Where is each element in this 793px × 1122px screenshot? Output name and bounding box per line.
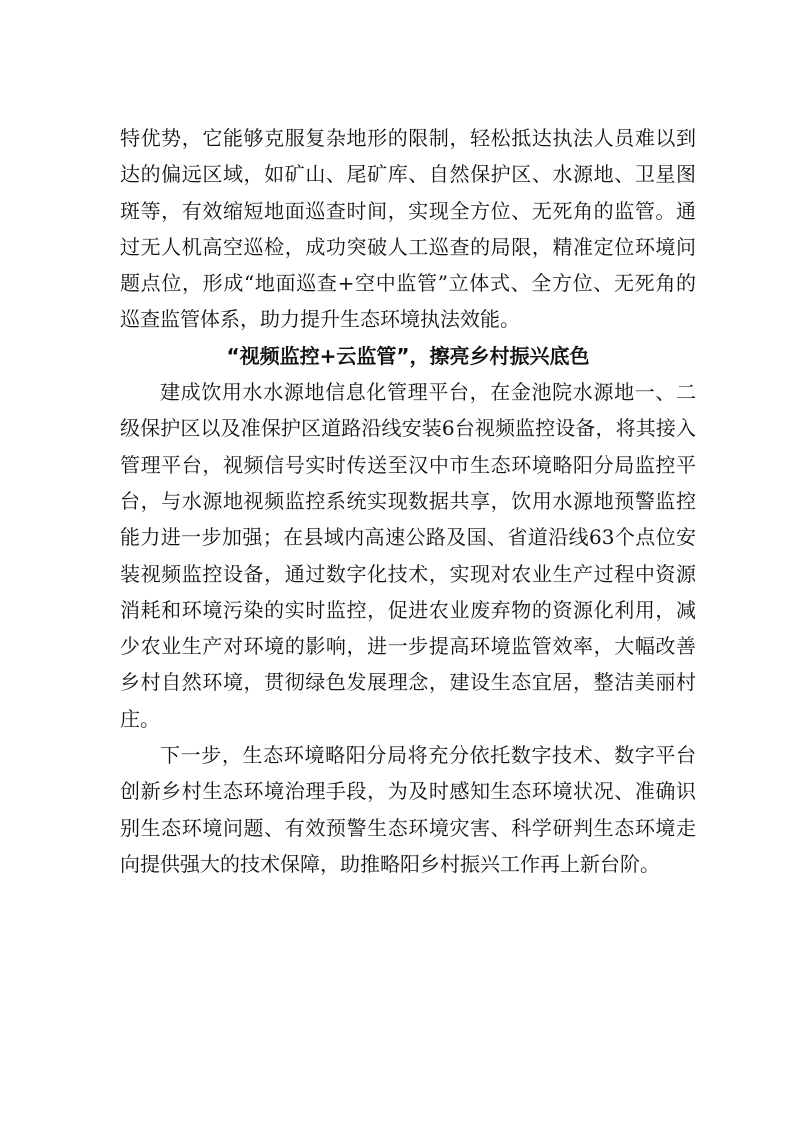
document-body xyxy=(120,120,696,882)
paragraph: 下一步，生态环境略阳分局将充分依托数字技术、数字平台创新乡村生态环境治理手段，为及时感知生态环境状况、准确识别生态环境问题、有效预警生态环境灾害、科学研判生态环境走向提供强大的技术保障，助推略阳乡村振兴工作再上新台阶。 xyxy=(120,743,696,876)
paragraph: 建成饮用水水源地信息化管理平台，在金池院水源地一、二级保护区以及准保护区道路沿线安装6台视频监控设备，将其接入管理平台，视频信号实时传送至汉中市生态环境略阳分局监控平台，与水源地视频监控系统实现数据共享，饮用水源地预警监控能力进一步加强；在县域内高速公路及国、省道沿线63个点位安装视频监控设备，通过数字化技术，实现对农业生产过程中资源消耗和环境污染的实时监控，促进农业废弃物的资源化利用，减少农业生产对环境的影响，进一步提高环境监管效率，大幅改善乡村自然环境，贯彻绿色发展理念，建设生态宜居，整洁美丽村庄。 xyxy=(120,380,696,731)
paragraph-continued: 特优势，它能够克服复杂地形的限制，轻松抵达执法人员难以到达的偏远区域，如矿山、尾矿库、自然保护区、水源地、卫星图斑等，有效缩短地面巡查时间，实现全方位、无死角的监管。通过无人机高空巡检，成功突破人工巡查的局限，精准定位环境问题点位，形成“地面巡查+空中监管”立体式、全方位、无死角的巡查监管体系，助力提升生态环境执法效能。 xyxy=(120,126,696,332)
section-heading: “视频监控+云监管”，擦亮乡村振兴底色 xyxy=(226,343,590,368)
